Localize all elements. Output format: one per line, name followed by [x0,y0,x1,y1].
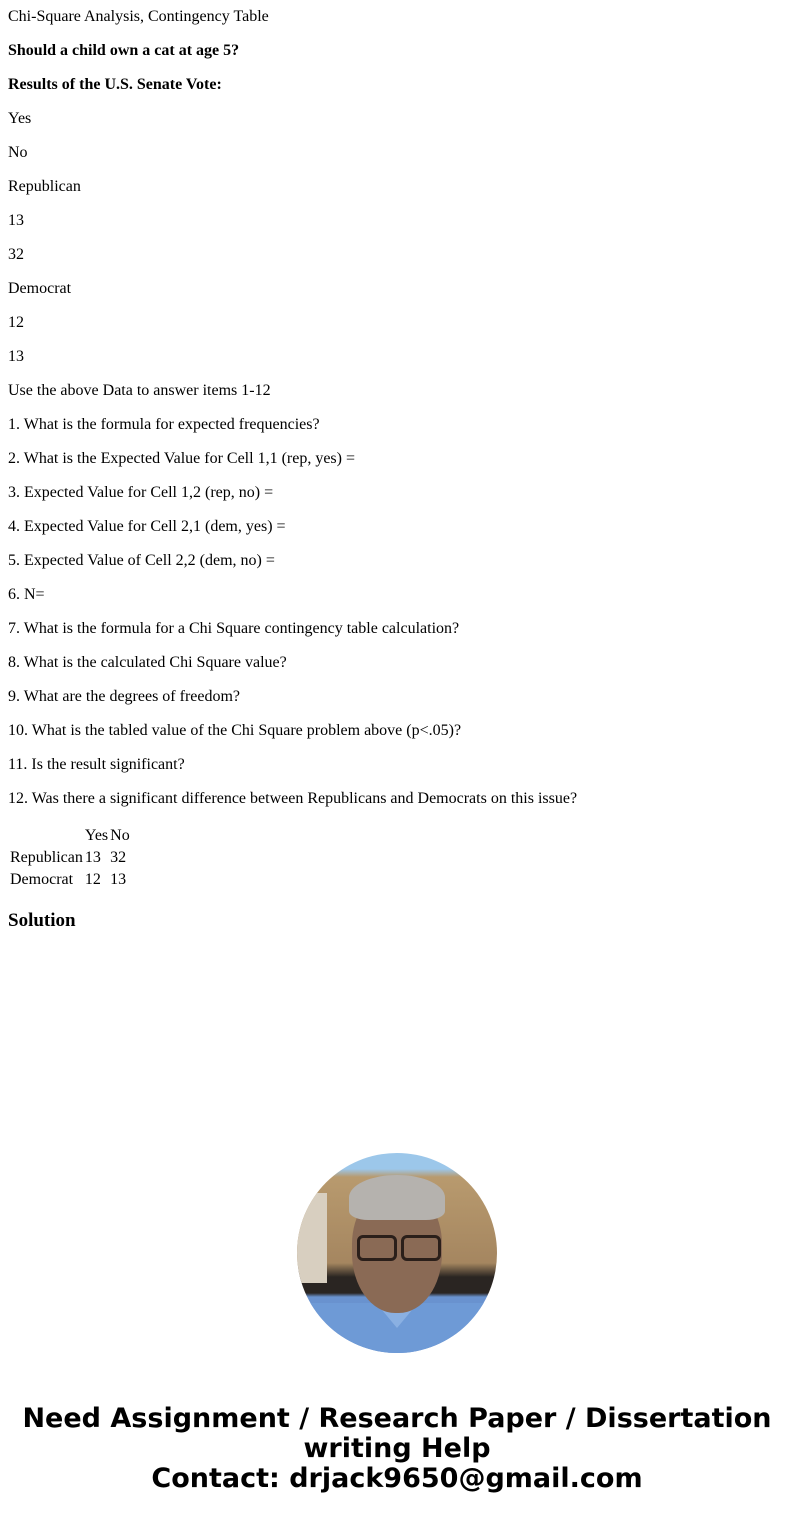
glasses-icon [357,1235,397,1261]
table-header-cell: Yes [84,827,109,844]
question-8: 8. What is the calculated Chi Square value? [8,654,287,671]
table-cell: 32 [110,849,127,866]
question-1: 1. What is the formula for expected frequencies? [8,416,320,433]
results-heading: Results of the U.S. Senate Vote: [8,76,222,93]
glasses-icon [401,1235,441,1261]
contingency-table [8,824,132,892]
flat-item-dem-yes: 12 [8,314,24,331]
promo-line-1: Need Assignment / Research Paper / Dissertation [22,1403,772,1434]
question-6: 6. N= [8,586,45,603]
table-cell: Democrat [10,871,74,888]
question-7: 7. What is the formula for a Chi Square contingency table calculation? [8,620,460,637]
question-3: 3. Expected Value for Cell 1,2 (rep, no) = [8,484,274,501]
hair-shape [349,1175,445,1220]
document-title: Chi-Square Analysis, Contingency Table [8,8,269,25]
question-11: 11. Is the result significant? [8,756,185,773]
question-9: 9. What are the degrees of freedom? [8,688,241,705]
question-10: 10. What is the tabled value of the Chi Square problem above (p<.05)? [8,722,462,739]
instruction: Use the above Data to answer items 1-12 [8,382,271,399]
question-heading: Should a child own a cat at age 5? [8,42,240,59]
flat-item-yes: Yes [8,110,32,127]
question-12: 12. Was there a significant difference between Republicans and Democrats on this issue? [8,790,578,807]
promo-line-2: writing Help [303,1433,491,1464]
table-header-cell [10,826,83,846]
promo-banner [0,1404,794,1494]
table-cell: 13 [84,849,101,866]
background-panel [297,1193,327,1283]
table-cell: Republican [10,849,83,866]
table-row [10,848,130,868]
avatar-person-photo-icon [297,1153,497,1353]
flat-item-rep-yes: 13 [8,212,24,229]
question-2: 2. What is the Expected Value for Cell 1,1 (rep, yes) = [8,450,355,467]
table-row [10,870,130,890]
flat-item-rep-no: 32 [8,246,24,263]
table-header-cell: No [110,827,130,844]
table-cell: 12 [84,871,101,888]
flat-item-dem-no: 13 [8,348,24,365]
flat-item-no: No [8,144,28,161]
table-header-row [10,826,130,846]
question-5: 5. Expected Value of Cell 2,2 (dem, no) = [8,552,275,569]
table-cell: 13 [110,871,127,888]
question-4: 4. Expected Value for Cell 2,1 (dem, yes) = [8,518,286,535]
solution-heading: Solution [8,910,76,931]
promo-contact: Contact: drjack9650@gmail.com [151,1463,643,1494]
flat-item-republican: Republican [8,178,81,195]
flat-item-democrat: Democrat [8,280,72,297]
